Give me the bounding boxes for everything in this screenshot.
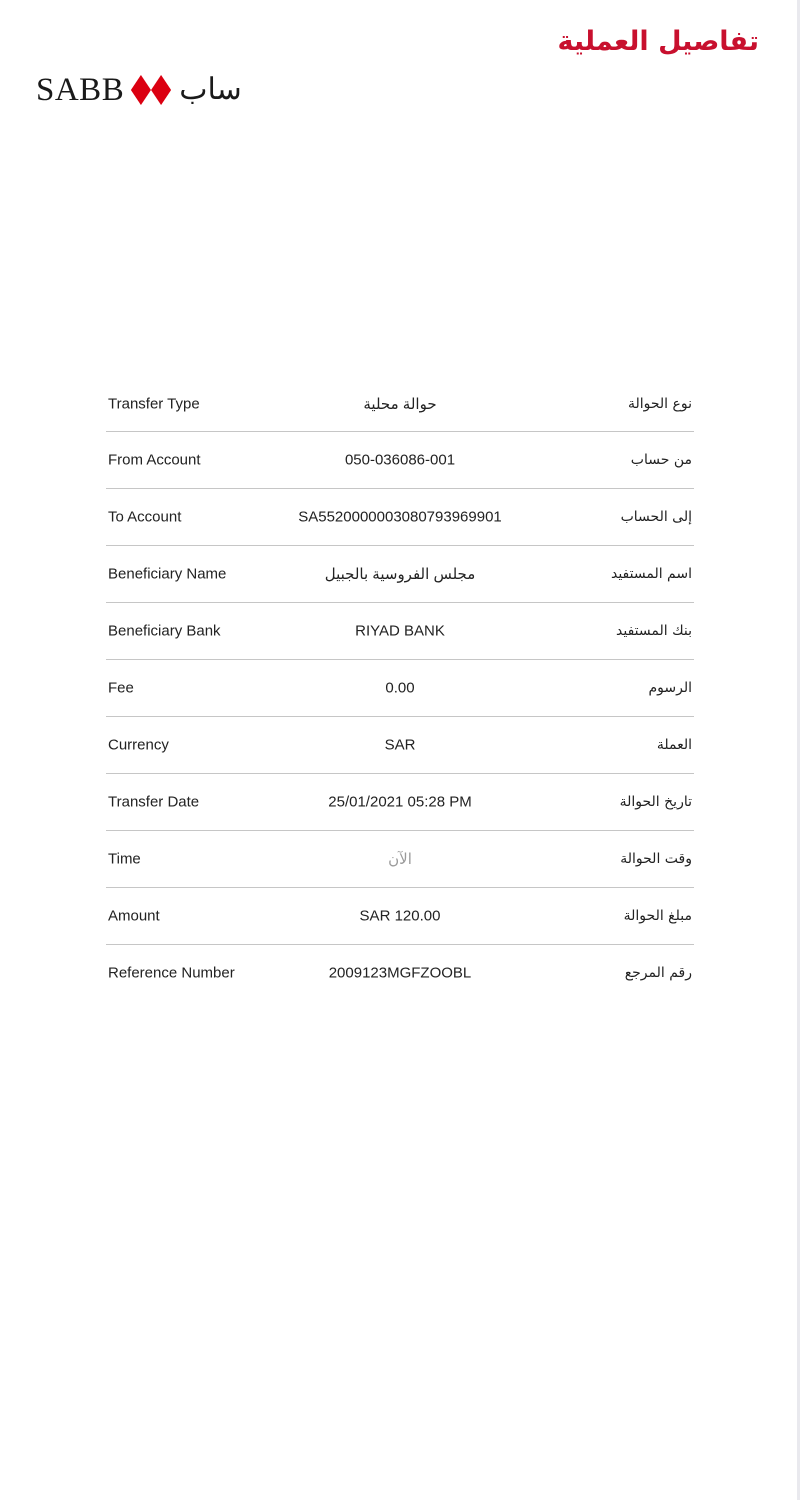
detail-label-en: Beneficiary Name xyxy=(108,565,227,583)
detail-label-en: Transfer Date xyxy=(108,793,200,811)
detail-value: حوالة محلية xyxy=(363,395,437,413)
detail-label-en: Reference Number xyxy=(108,964,235,982)
detail-label-en: Amount xyxy=(108,907,160,925)
detail-row-to-account xyxy=(106,489,694,546)
detail-label-ar: مبلغ الحوالة xyxy=(623,908,692,924)
detail-value: SAR xyxy=(384,736,416,754)
detail-label-en: Fee xyxy=(108,679,134,697)
detail-value: 2009123MGFZOOBL xyxy=(328,964,472,982)
detail-row-fee xyxy=(106,660,694,717)
detail-row-transfer-type xyxy=(106,376,694,432)
logo-latin-text: SABB xyxy=(36,71,125,108)
detail-row-time xyxy=(106,831,694,888)
transfer-details-table xyxy=(106,376,694,1001)
detail-value: 050-036086-001 xyxy=(344,451,456,469)
detail-row-transfer-date xyxy=(106,774,694,831)
sabb-hexagon-logo-icon xyxy=(131,75,171,105)
detail-value: SAR 120.00 xyxy=(359,907,441,925)
detail-row-from-account xyxy=(106,432,694,489)
detail-label-ar: اسم المستفيد xyxy=(610,566,692,582)
detail-label-ar: من حساب xyxy=(630,452,692,468)
detail-row-amount xyxy=(106,888,694,945)
detail-label-ar: الرسوم xyxy=(648,680,692,696)
detail-value: 0.00 xyxy=(385,679,415,697)
detail-value: الآن xyxy=(388,851,412,868)
detail-label-ar: بنك المستفيد xyxy=(616,623,692,639)
detail-label-ar: إلى الحساب xyxy=(620,509,692,525)
detail-value: RIYAD BANK xyxy=(355,622,445,640)
detail-label-ar: العملة xyxy=(656,737,692,753)
page-title: تفاصيل العملية xyxy=(557,26,759,57)
detail-value: 25/01/2021 05:28 PM xyxy=(328,793,472,811)
detail-row-beneficiary-bank xyxy=(106,603,694,660)
detail-row-beneficiary-name xyxy=(106,546,694,603)
detail-value: مجلس الفروسية بالجبيل xyxy=(324,566,476,583)
detail-label-ar: تاريخ الحوالة xyxy=(619,794,692,810)
detail-label-en: Time xyxy=(108,850,141,868)
detail-value: SA5520000003080793969901 xyxy=(298,508,502,526)
detail-label-ar: وقت الحوالة xyxy=(620,851,692,867)
detail-label-en: Beneficiary Bank xyxy=(108,622,221,640)
detail-label-en: From Account xyxy=(108,451,201,469)
detail-row-currency xyxy=(106,717,694,774)
detail-row-reference-number xyxy=(106,945,694,1001)
detail-label-ar: نوع الحوالة xyxy=(627,395,692,412)
logo-arabic-text: ساب xyxy=(179,72,242,107)
detail-label-en: Currency xyxy=(108,736,169,754)
detail-label-ar: رقم المرجع xyxy=(624,965,692,981)
detail-label-en: Transfer Type xyxy=(108,395,200,412)
detail-label-en: To Account xyxy=(108,508,182,526)
sabb-logo xyxy=(36,70,242,110)
